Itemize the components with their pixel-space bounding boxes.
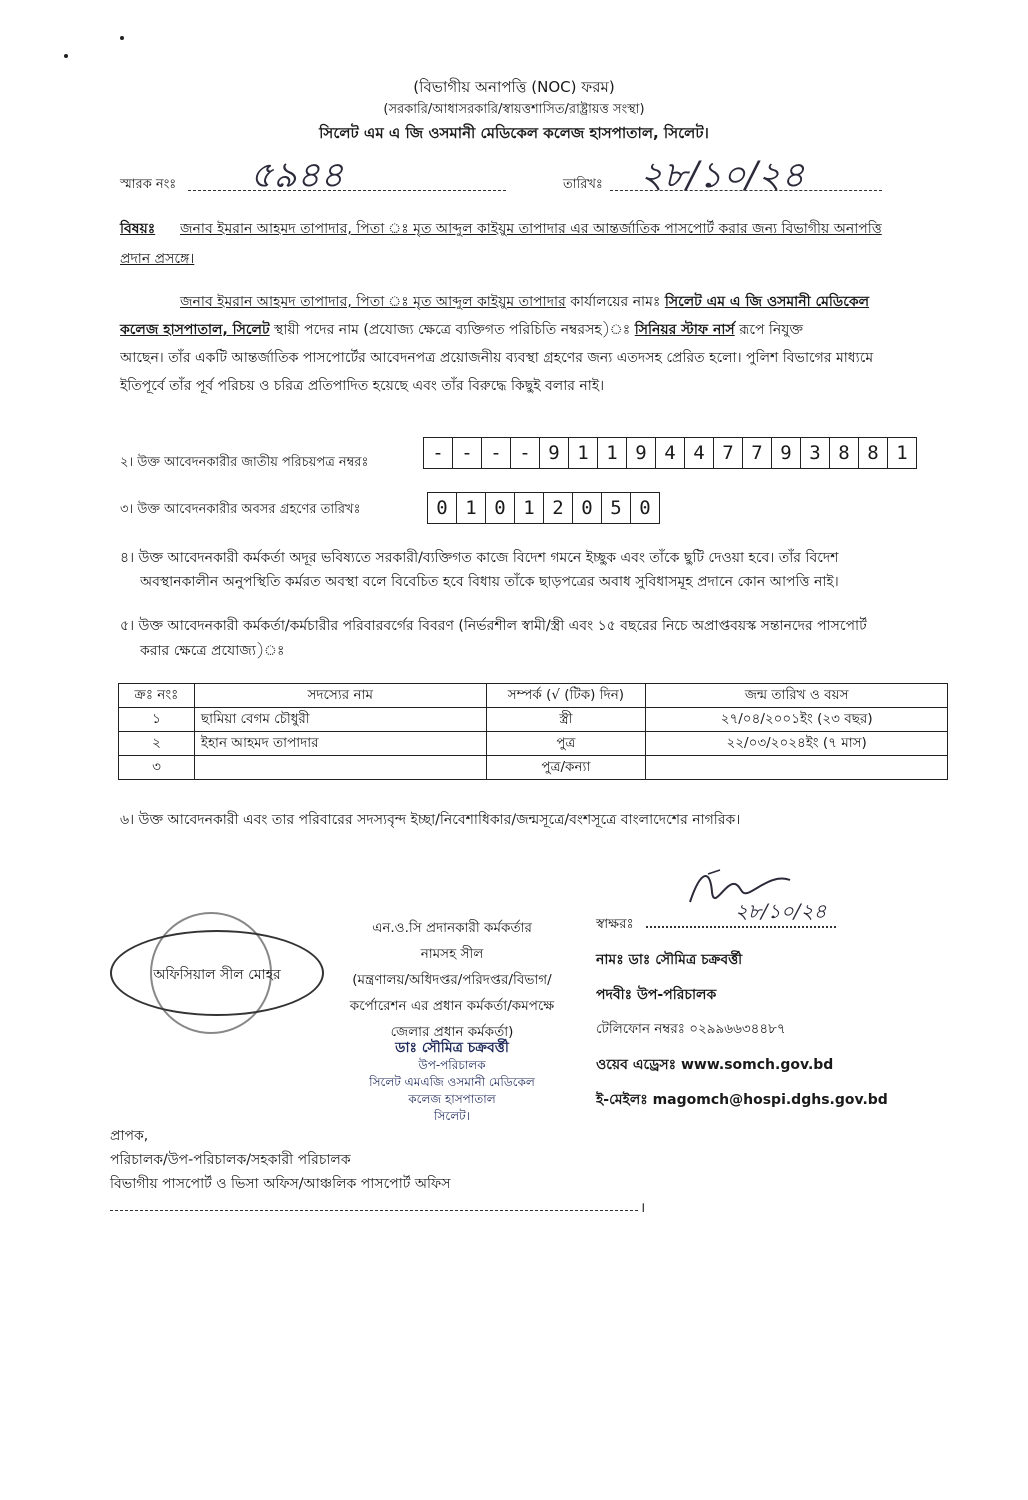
cell-birthdate: ২৭/০৪/২০০১ইং (২৩ বছর) xyxy=(646,708,948,732)
nid-number-boxes xyxy=(423,437,917,469)
nid-digit: 7 xyxy=(714,438,743,468)
post-name: সিনিয়র স্টাফ নার্স xyxy=(634,322,735,338)
appointed-text: রূপে নিযুক্ত xyxy=(734,322,803,338)
signatory-web: ওয়েব এড্রেসঃ www.somch.gov.bd xyxy=(596,1057,834,1073)
form-title: (বিভাগীয় অনাপত্তি (NOC) ফরম) xyxy=(413,78,615,96)
col-header-birthdate: জন্ম তারিখ ও বয়স xyxy=(646,684,948,708)
signatory-designation: পদবীঃ উপ-পরিচালক xyxy=(596,987,717,1003)
scan-dot xyxy=(120,36,124,40)
cell-serial: ২ xyxy=(119,732,195,756)
cell-name: ইহান আহমদ তাপাদার xyxy=(194,732,486,756)
nid-digit: - xyxy=(511,438,540,468)
retirement-label: ৩। উক্ত আবেদনকারীর অবসর গ্রহণের তারিখঃ xyxy=(120,502,361,517)
nid-label: ২। উক্ত আবেদনকারীর জাতীয় পরিচয়পত্র নম্বরঃ xyxy=(120,455,369,470)
nid-digit: 1 xyxy=(569,438,598,468)
cell-name: ছামিয়া বেগম চৌধুরী xyxy=(194,708,486,732)
item-5-line-2: করার ক্ষেত্রে প্রযোজ্য)ঃ xyxy=(140,643,285,659)
noc-officer-line-1: এন.ও.সি প্রদানকারী কর্মকর্তার xyxy=(372,920,532,936)
nid-digit: 9 xyxy=(540,438,569,468)
cell-serial: ১ xyxy=(119,708,195,732)
stamp-institution-2: কলেজ হাসপাতাল xyxy=(408,1092,496,1106)
retirement-digit: 2 xyxy=(544,493,573,523)
cell-relation: স্ত্রী xyxy=(486,708,646,732)
memo-number-line xyxy=(188,190,506,191)
office-name: সিলেট এম এ জি ওসমানী মেডিকেল xyxy=(664,294,870,310)
cell-name xyxy=(194,756,486,780)
body-line-3: আছেন। তাঁর একটি আন্তর্জাতিক পাসপোর্টের আবেদনপত্র প্রয়োজনীয় ব্যবস্থা গ্রহণের জন্য এতদসহ প্রেরিত হলো। পুলিশ বিভাগের মাধ্যমে xyxy=(120,350,874,366)
recipient-line-2: বিভাগীয় পাসপোর্ট ও ভিসা অফিস/আঞ্চলিক পাসপোর্ট অফিস xyxy=(110,1176,451,1192)
nid-digit: 4 xyxy=(656,438,685,468)
cell-serial: ৩ xyxy=(119,756,195,780)
retirement-digit: 1 xyxy=(457,493,486,523)
stamp-institution-1: সিলেট এমএজি ওসমানী মেডিকেল xyxy=(369,1075,535,1089)
nid-digit: - xyxy=(482,438,511,468)
item-5-line-1: ৫। উক্ত আবেদনকারী কর্মকর্তা/কর্মচারীর পরিবারবর্গের বিবরণ (নির্ভরশীল স্বামী/স্ত্রী এবং ১৫ বছরের নিচে অপ্রাপ্তবয়স্ক সন্তানদের পাসপোর্ট xyxy=(120,618,867,634)
retirement-digit: 0 xyxy=(486,493,515,523)
col-header-name: সদস্যের নাম xyxy=(194,684,486,708)
noc-officer-line-4: কর্পোরেশন এর প্রধান কর্মকর্তা/কমপক্ষে xyxy=(349,998,555,1014)
body-paragraph xyxy=(120,288,950,400)
office-name-label: কার্যালয়ের নামঃ xyxy=(565,294,665,310)
subject-line-1: জনাব ইমরান আহমদ তাপাদার, পিতা ঃ মৃত আব্দুল কাইয়ুম তাপাদার এর আন্তর্জাতিক পাসপোর্ট করার জন্য বিভাগীয় অনাপত্তি xyxy=(180,221,882,237)
cell-relation: পুত্র/কন্যা xyxy=(486,756,646,780)
cell-relation: পুত্র xyxy=(486,732,646,756)
table-header-row xyxy=(119,684,948,708)
institution-title: সিলেট এম এ জি ওসমানী মেডিকেল কলেজ হাসপাতাল, সিলেট। xyxy=(319,124,709,142)
cell-birthdate xyxy=(646,756,948,780)
nid-digit: 3 xyxy=(801,438,830,468)
signatory-phone: টেলিফোন নম্বরঃ ০২৯৯৬৬৩৪৪৮৭ xyxy=(596,1021,786,1037)
employee-name: জনাব ইমরান আহমদ তাপাদার, পিতা ঃ মৃত আব্দুল কাইয়ুম তাপাদার xyxy=(180,294,566,310)
col-header-serial: ক্রঃ নংঃ xyxy=(119,684,195,708)
recipient-label: প্রাপক, xyxy=(110,1128,149,1144)
memo-date: ২৮/১০/২৪ xyxy=(640,155,805,196)
nid-digit: 9 xyxy=(627,438,656,468)
body-line-1 xyxy=(120,288,950,316)
memo-label: স্মারক নংঃ xyxy=(120,177,177,192)
retirement-digit: 0 xyxy=(428,493,457,523)
noc-officer-line-3: (মন্ত্রণালয়/অধিদপ্তর/পরিদপ্তর/বিভাগ/ xyxy=(352,972,552,988)
org-type: (সরকারি/আধাসরকারি/স্বায়ত্তশাসিত/রাষ্ট্রায়ত্ত সংস্থা) xyxy=(383,102,645,117)
recipient-dashed-line xyxy=(110,1210,638,1211)
post-label: স্থায়ী পদের নাম (প্রযোজ্য ক্ষেত্রে ব্যক্তিগত পরিচিতি নম্বরসহ)ঃ xyxy=(269,322,635,338)
noc-officer-line-5: জেলার প্রধান কর্মকর্তা) xyxy=(390,1024,514,1040)
retirement-date-boxes xyxy=(427,492,660,524)
nid-digit: - xyxy=(424,438,453,468)
body-line-4: ইতিপূর্বে তাঁর পূর্ব পরিচয় ও চরিত্র প্রতিপাদিত হয়েছে এবং তাঁর বিরুদ্ধে কিছুই বলার নাই। xyxy=(120,378,605,394)
noc-officer-block xyxy=(332,915,572,1045)
nid-digit: 9 xyxy=(772,438,801,468)
col-header-relation: সম্পর্ক (√ (টিক) দিন) xyxy=(486,684,646,708)
nid-digit: 4 xyxy=(685,438,714,468)
stamp-city: সিলেট। xyxy=(434,1109,470,1123)
table-row xyxy=(119,708,948,732)
seal-label: অফিসিয়াল সীল মোহর xyxy=(153,967,281,983)
cell-birthdate: ২২/০৩/২০২৪ইং (৭ মাস) xyxy=(646,732,948,756)
retirement-digit: 5 xyxy=(602,493,631,523)
table-row xyxy=(119,732,948,756)
nid-digit: 1 xyxy=(598,438,627,468)
memo-number: ৫৯৪৪ xyxy=(250,155,344,196)
office-name-cont: কলেজ হাসপাতাল, সিলেট xyxy=(120,322,270,338)
retirement-digit: 1 xyxy=(515,493,544,523)
stamp-name: ডাঃ সৌমিত্র চক্রবর্ত্তী xyxy=(395,1040,509,1056)
sign-date: ২৮/১০/২৪ xyxy=(735,899,827,923)
item-4-line-2: অবস্থানকালীন অনুপস্থিতি কর্মরত অবস্থা বলে বিবেচিত হবে বিধায় তাঁকে ছাড়পত্রের অবাধ সুবিধাসমূহ প্রদানে কোন আপত্তি নাই। xyxy=(140,574,839,590)
item-4-line-1: ৪। উক্ত আবেদনকারী কর্মকর্তা অদূর ভবিষ্যতে সরকারী/ব্যক্তিগত কাজে বিদেশ গমনে ইচ্ছুক এবং তাঁকে ছুটি দেওয়া হবে। তাঁর বিদেশ xyxy=(120,550,839,566)
table-row xyxy=(119,756,948,780)
noc-officer-line-2: নামসহ সীল xyxy=(420,946,484,962)
nid-digit: - xyxy=(453,438,482,468)
sign-label: স্বাক্ষরঃ xyxy=(596,916,634,932)
signatory-name: নামঃ ডাঃ সৌমিত্র চক্রবর্ত্তী xyxy=(596,952,743,968)
item-6: ৬। উক্ত আবেদনকারী এবং তার পরিবারের সদস্যবৃন্দ ইচ্ছা/নিবেশাধিকার/জন্মসূত্রে/বংশসূত্রে বাংলাদেশের নাগরিক। xyxy=(120,812,741,828)
retirement-digit: 0 xyxy=(639,497,651,519)
subject-label: বিষয়ঃ xyxy=(120,221,156,237)
body-line-2 xyxy=(120,316,950,344)
stamp-designation: উপ-পরিচালক xyxy=(418,1058,486,1072)
nid-digit: 8 xyxy=(859,438,888,468)
scan-dot xyxy=(64,54,68,58)
signatory-email: ই-মেইলঃ magomch@hospi.dghs.gov.bd xyxy=(596,1092,888,1108)
nid-digit: 7 xyxy=(743,438,772,468)
family-table xyxy=(118,683,948,780)
subject-line-2: প্রদান প্রসঙ্গে। xyxy=(120,251,195,267)
recipient-end-mark: । xyxy=(640,1200,646,1216)
nid-digit: 8 xyxy=(830,438,859,468)
date-label: তারিখঃ xyxy=(563,177,603,192)
nid-digit: 1 xyxy=(896,442,908,464)
recipient-line-1: পরিচালক/উপ-পরিচালক/সহকারী পরিচালক xyxy=(110,1152,351,1168)
officer-stamp xyxy=(352,1040,552,1125)
retirement-digit: 0 xyxy=(573,493,602,523)
